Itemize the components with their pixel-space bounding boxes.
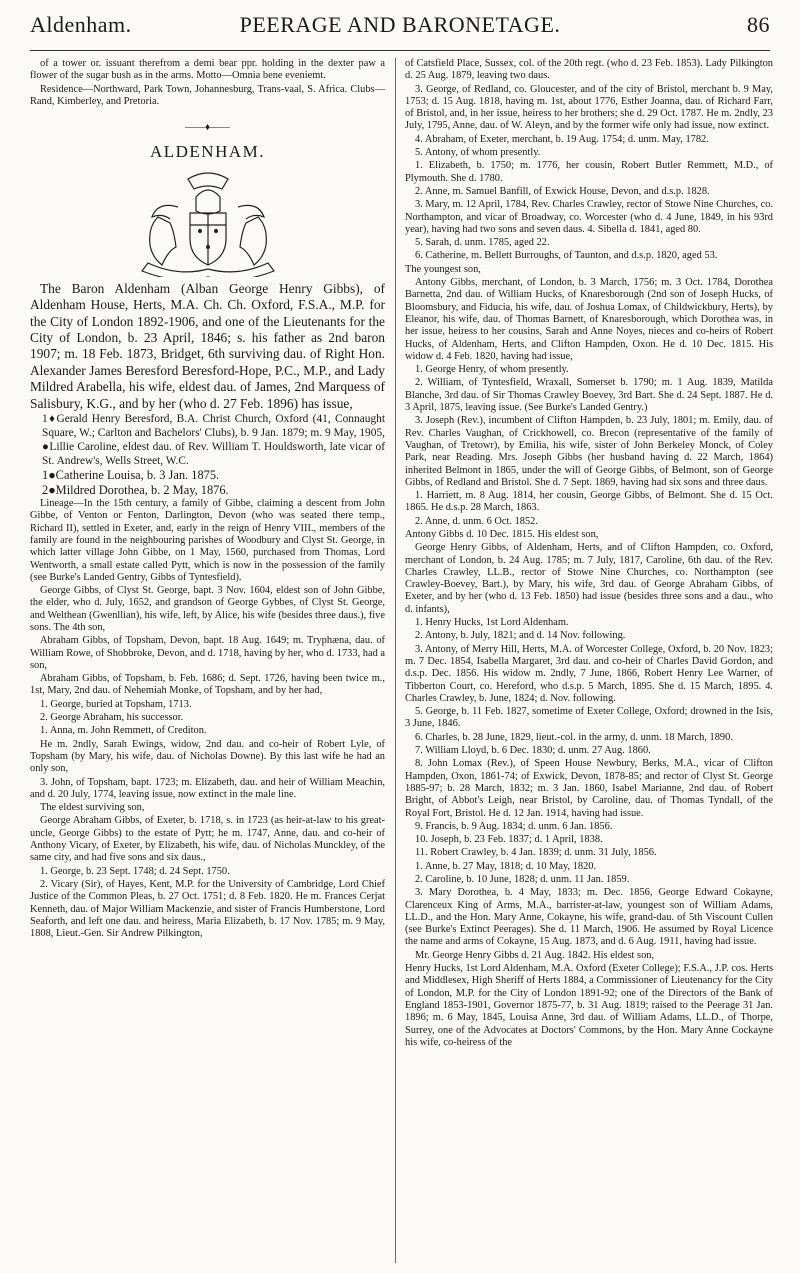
page-number: 86 bbox=[747, 12, 770, 37]
issue-son-entry: 1♦Gerald Henry Beresford, B.A. Christ Church, Oxford (41, Connaught Square, W.; Carlton and Bachelors' Clubs), b. 9 Jan. 1879; m. 9 May, 1905, ●Lillie Caroline, eldest dau. of Rev. William T. Houldsworth, late vicar of St. Andrew's, Wells Street, W.C. bbox=[42, 413, 385, 468]
body-paragraph: Henry Hucks, 1st Lord Aldenham, M.A. Oxford (Exeter College); F.S.A., J.P. cos. Herts and Middlesex, High Sheriff of Herts 1884, a Commissioner of Lieutenancy for the City of London, M.P. for the City of London 1891-92; one of the Directors of the Bank of England 1853-1901, Governor 1875-77, b. 31 Aug. 1819; raised to the Peerage 31 Jan. 1896; m. 6 May, 1845, Louisa Anne, 3rd dau. of William Adams, LL.D., of Thorpe, Surrey, one of the Advocates at Doctors' Commons, by the Hon. Mary Anne Cockayne his wife, co-heiress of the bbox=[405, 963, 773, 1048]
body-list-item: 11. Robert Crawley, b. 4 Jan. 1839; d. unm. 31 July, 1856. bbox=[415, 847, 657, 859]
issue-daughter-entry: 1●Catherine Louisa, b. 3 Jan. 1875. bbox=[42, 468, 220, 483]
body-list-item: 1. George, b. 23 Sept. 1748; d. 24 Sept. 1750. bbox=[40, 865, 230, 877]
body-list-item: 9. Francis, b. 9 Aug. 1834; d. unm. 6 Jan. 1856. bbox=[415, 820, 613, 832]
issue-daughter-entry: 2●Mildred Dorothea, b. 2 May, 1876. bbox=[42, 483, 229, 498]
body-list-item: 3. George, of Redland, co. Gloucester, and of the city of Bristol, merchant b. 9 May, 1753; d. 15 Aug. 1818, having m. 1st, about 1776, Esther Joanna, dau. of Richard Farr, of Bristol, and, in her issue, heiress to her brothers; she d. 29 Oct. 1787. He m. 2ndly, 23 July, 1795, Anne, dau. of W. Aleyn, and by the former wife only had issue, now extinct. bbox=[405, 83, 773, 132]
body-list-item: 6. Catherine, m. Bellett Burroughs, of Taunton, and d.s.p. 1820, aged 53. bbox=[415, 250, 718, 262]
lineage-paragraph: Lineage—In the 15th century, a family of Gibbe, claiming a descent from John Gibbe, of Venton or Fenton, Darlington, Devon (who was seated there temp., Richard II), settled in Exeter, and, early in the reign of Henry VIII., members of the family are found in the neighbouring parishes of Woodbury and Clyst St. George, in which latter village John Gibbe, on 1 May, 1560, purchased from Thomas, Lord Wentworth, a small estate called Pytt, which is now in the possession of the family (see Burke's Landed Gentry, Gibbs of Tyntesfield). bbox=[30, 498, 385, 583]
body-list-item: 3. Mary Dorothea, b. 4 May, 1833; m. Dec. 1856, George Edward Cokayne, Clarenceux King of Arms, M.A., barrister-at-law, youngest son of William Adams, LL.D., and the Hon. Mary Anne, Cokayne, his wife, grand-dau. of 5th Viscount Cullen (see Burke's Extinct Peerages). She d. 11 March, 1906. He assumed by Royal Licence the name and arms of Cokayne, 15 Aug. 1873, and d. 6 Aug. 1911, having had issue. bbox=[405, 887, 773, 948]
body-paragraph: of Catsfield Place, Sussex, col. of the 20th regt. (who d. 23 Feb. 1853). Lady Pilkington d. 25 Aug. 1879, leaving two daus. bbox=[405, 58, 773, 82]
body-paragraph: Antony Gibbs, merchant, of London, b. 3 March, 1756; m. 3 Oct. 1784, Dorothea Barnetta, 2nd dau. of William Hucks, of Knaresborough (2nd son of Joseph Hucks, of Bloomsbury, and Fiducia, his wife, dau. of Joshua Lomax, of Childwickbury, Herts), by Eleanor, his wife, dau. of Thomas Barnett, of Knaresborough, which Dorothea was, in her issue, heiress to her cousins, Sarah and Anne Noyes, nieces and co-heirs of Robert Hucks, of Aldenham, Herts, and Clifton Hampden, Oxon. He d. 10 Dec. 1815. His widow d. 4 Feb. 1820, having had issue, bbox=[405, 277, 773, 362]
body-paragraph: Abraham Gibbs, of Topsham, Devon, bapt. 18 Aug. 1649; m. Tryphæna, dau. of William Rowe, of Shobbroke, Devon, and d. 1718, having by her, who d. 1733, had a son, bbox=[30, 635, 385, 671]
body-list-item: 2. Anne, d. unm. 6 Oct. 1852. bbox=[415, 515, 538, 527]
header-title-center: PEERAGE AND BARONETAGE. bbox=[239, 12, 561, 37]
body-list-item: 4. Abraham, of Exeter, merchant, b. 19 Aug. 1754; d. unm. May, 1782. bbox=[415, 133, 709, 145]
running-head bbox=[30, 6, 770, 46]
body-paragraph: The eldest surviving son, bbox=[40, 802, 145, 814]
body-list-item: 1. Elizabeth, b. 1750; m. 1776, her cousin, Robert Butler Remmett, M.D., of Plymouth. She d. 1780. bbox=[405, 160, 773, 184]
body-list-item: 1. Harriett, m. 8 Aug. 1814, her cousin, George Gibbs, of Belmont. She d. 15 Oct. 1865. He d.s.p. 28 March, 1863. bbox=[405, 490, 773, 514]
body-list-item: 3. Antony, of Merry Hill, Herts, M.A. of Worcester College, Oxford, b. 20 Nov. 1823; m. 7 Dec. 1854, Isabella Margaret, 3rd dau. and co-heir of Charles David Gordon, and d.s.p. Dec. 1856. His widow m. 2ndly, 7 June, 1866, Robert Henry Lee Warner, of Tibberton Court, co. Hereford, who d.s.p. 5 March, 1895. She d. 15 March, 1895. 4. Charles Crawley, b. June, 1824; d. Nov. following. bbox=[405, 643, 773, 704]
body-list-item: 1. Henry Hucks, 1st Lord Aldenham. bbox=[415, 617, 569, 629]
body-list-item: 1. George Henry, of whom presently. bbox=[415, 364, 569, 376]
column-divider bbox=[395, 58, 396, 1263]
section-title: ALDENHAM. bbox=[149, 142, 266, 162]
header-title-left: Aldenham. bbox=[30, 12, 132, 37]
peer-entry bbox=[30, 281, 385, 498]
body-list-item: 2. Caroline, b. 10 June, 1828; d. unm. 11 Jan. 1859. bbox=[415, 874, 630, 885]
body-list-item: 1. Anna, m. John Remmett, of Crediton. bbox=[40, 725, 207, 737]
body-list-item: Mr. George Henry Gibbs d. 21 Aug. 1842. His eldest son, bbox=[415, 949, 655, 961]
body-list-item: 1. George, buried at Topsham, 1713. bbox=[40, 698, 192, 710]
section-ornament: ——♦—— bbox=[184, 122, 231, 134]
left-column bbox=[30, 58, 385, 941]
body-list-item: 2. Vicary (Sir), of Hayes, Kent, M.P. for the University of Cambridge, Lord Chief Justice of the Common Pleas, b. 27 Oct. 1751; d. 8 Feb. 1820. He m. Frances Cerjat Kenneth, dau. of Major William Mackenzie, and sister of Francis Humberstone, Lord Seaforth, and left one dau. and heiress, Maria Elizabeth, b. 17 Nov. 1785; m. 9 May, 1808, Lieut.-Gen. Sir Andrew Pilkington, bbox=[30, 878, 385, 940]
body-list-item: 8. John Lomax (Rev.), of Speen House Newbury, Berks, M.A., vicar of Clifton Hampden, Oxon, 1861-74; of Exwick, Devon, 1878-85; and rector of Clyst St. George 1885-97; b. 28 March, 1832; m. 3 Jan. 1860, Isabel Marianne, 2nd dau. of Robert Bright, of Abbot's Leigh, near Bristol, by Caroline, dau. of Thomas Tyndall, of the Royal Fort, Bristol. He d. 12 Jan. 1914, having had issue. bbox=[405, 758, 773, 819]
right-column bbox=[405, 58, 773, 1050]
residence-paragraph: Residence—Northward, Park Town, Johannesburg, Trans-vaal, S. Africa. Clubs—Rand, Kimberley, and Pretoria. bbox=[30, 83, 385, 107]
body-list-item: 5. Antony, of whom presently. bbox=[415, 147, 541, 159]
body-paragraph: George Abraham Gibbs, of Exeter, b. 1718, s. in 1723 (as heir-at-law to his great-uncle, George Gibbs) to the estate of Pytt; he m. 1747, Anne, dau. and co-heir of Anthony Vicary, of Exeter, by Elizabeth, his wife, dau. of Nicholas Munckley, of the same city, and had five sons and six daus., bbox=[30, 815, 385, 864]
coat-of-arms-icon bbox=[118, 167, 298, 277]
body-paragraph: George Gibbs, of Clyst St. George, bapt. 3 Nov. 1604, eldest son of John Gibbe, the elder, who d. July, 1652, and grandson of George Gybbes, of Clyst St. George, and Welthean (Gwenllian), his wife, left, by Alice, his wife (besides three daus.), five sons. The 4th son, bbox=[30, 585, 385, 633]
body-list-item: 5. Sarah, d. unm. 1785, aged 22. bbox=[415, 237, 550, 249]
body-list-item: 5. George, b. 11 Feb. 1827, sometime of Exeter College, Oxford; drowned in the Isis, 3 June, 1846. bbox=[405, 706, 773, 730]
body-list-item: 3. Joseph (Rev.), incumbent of Clifton Hampden, b. 23 July, 1801; m. Emily, dau. of Rev. Charles Vaughan, of Crickhowell, co. Brecon (representative of the family of Vaughan, of Tretowr), by Emilia, his wife, sister of John Berkeley Monck, of Coley Park, near Reading. Mrs. Joseph Gibbs (her husband having d. 22 March, 1864) inherited Belmont in 1865, under the will of George Gibbs, of Belmont, son of George Gibbs, of Redland and Bristol. She d. 7 Sept. 1869, having had six sons and three daus. bbox=[405, 415, 773, 488]
intro-paragraph: of a tower or. issuant therefrom a demi bear ppr. holding in the dexter paw a flower of the sugar bush as in the arms. Motto—Omnia bene eveniemt. bbox=[30, 58, 385, 82]
header-divider bbox=[30, 50, 770, 51]
body-list-item: 2. William, of Tyntesfield, Wraxall, Somerset b. 1790; m. 1 Aug. 1839, Matilda Blanche, 3rd dau. of Sir Thomas Crawley Boevey, 3rd Bart. She d. 24 Sept. 1887. He d. 3 April, 1875, leaving issue. (See Burke's Landed Gentry.) bbox=[405, 377, 773, 414]
body-paragraph: Abraham Gibbs, of Topsham, b. Feb. 1686; d. Sept. 1726, having been twice m., 1st, Mary, 2nd dau. of Nehemiah Monke, of Topsham, and by her had, bbox=[30, 673, 385, 697]
body-list-item: 2. Antony, b. July, 1821; and d. 14 Nov. following. bbox=[415, 630, 626, 642]
body-list-item: 3. Mary, m. 12 April, 1784, Rev. Charles Crawley, rector of Stowe Nine Churches, co. Northampton, and vicar of Broadway, co. Worcester (who d. 4 June, 1849, in his 93rd year), having had two sons and seven daus. 4. Sibella d. 1841, aged 80. bbox=[405, 199, 773, 235]
body-list-item: 7. William Lloyd, b. 6 Dec. 1830; d. unm. 27 Aug. 1860. bbox=[415, 745, 651, 757]
body-list-item: 2. George Abraham, his successor. bbox=[40, 712, 184, 724]
body-list-item: 10. Joseph, b. 23 Feb. 1837; d. 1 April, 1838. bbox=[415, 834, 603, 846]
body-paragraph: George Henry Gibbs, of Aldenham, Herts, and of Clifton Hampden, co. Oxford, merchant of London, b. 24 Aug. 1785; m. 7 July, 1817, Caroline, 6th dau. of the Rev. Charles Crawley, LL.B., rector of Stowe Nine Churches, co. Northampton (see Crawley-Boevey, Bart.), by Mary, his wife, 3rd dau. of George Abraham Gibbs, of Exeter, and by her (who d. 13 Feb. 1850) had issue (besides three sons and a dau., who d. infants), bbox=[405, 542, 773, 615]
body-list-item: 6. Charles, b. 28 June, 1829, lieut.-col. in the army, d. unm. 18 March, 1890. bbox=[415, 731, 733, 743]
body-paragraph: Antony Gibbs d. 10 Dec. 1815. His eldest son, bbox=[405, 528, 599, 540]
body-list-item: 3. John, of Topsham, bapt. 1723; m. Elizabeth, dau. and heir of William Meachin, and d. 20 July, 1774, leaving issue, now extinct in the male line. bbox=[30, 776, 385, 800]
peer-entry-paragraph: The Baron Aldenham (Alban George Henry Gibbs), of Aldenham House, Herts, M.A. Ch. Ch. Oxford, F.S.A., M.P. for the City of London 1892-1906, and one of the Lieutenants for the City of London, b. 23 April, 1846; s. his father as 2nd baron 1907; m. 18 Feb. 1873, Bridget, 6th surviving dau. of Right Hon. Alexander James Beresford Beresford-Hope, P.C., M.P., and Lady Mildred Arabella, his wife, eldest dau. of James, 2nd Marquess of Salisbury, K.G., and by her (who d. 27 Feb. 1896) has issue, bbox=[30, 280, 385, 411]
body-list-item: 2. Anne, m. Samuel Banfill, of Exwick House, Devon, and d.s.p. 1828. bbox=[415, 185, 710, 197]
body-paragraph: The youngest son, bbox=[405, 263, 481, 275]
body-list-item: 1. Anne, b. 27 May, 1818; d. 10 May, 1820. bbox=[415, 860, 597, 872]
body-paragraph: He m. 2ndly, Sarah Ewings, widow, 2nd dau. and co-heir of Robert Lyle, of Topsham (by Mary, his wife, dau. of Nicholas Downe). By this last wife he had an only son, bbox=[30, 738, 385, 775]
